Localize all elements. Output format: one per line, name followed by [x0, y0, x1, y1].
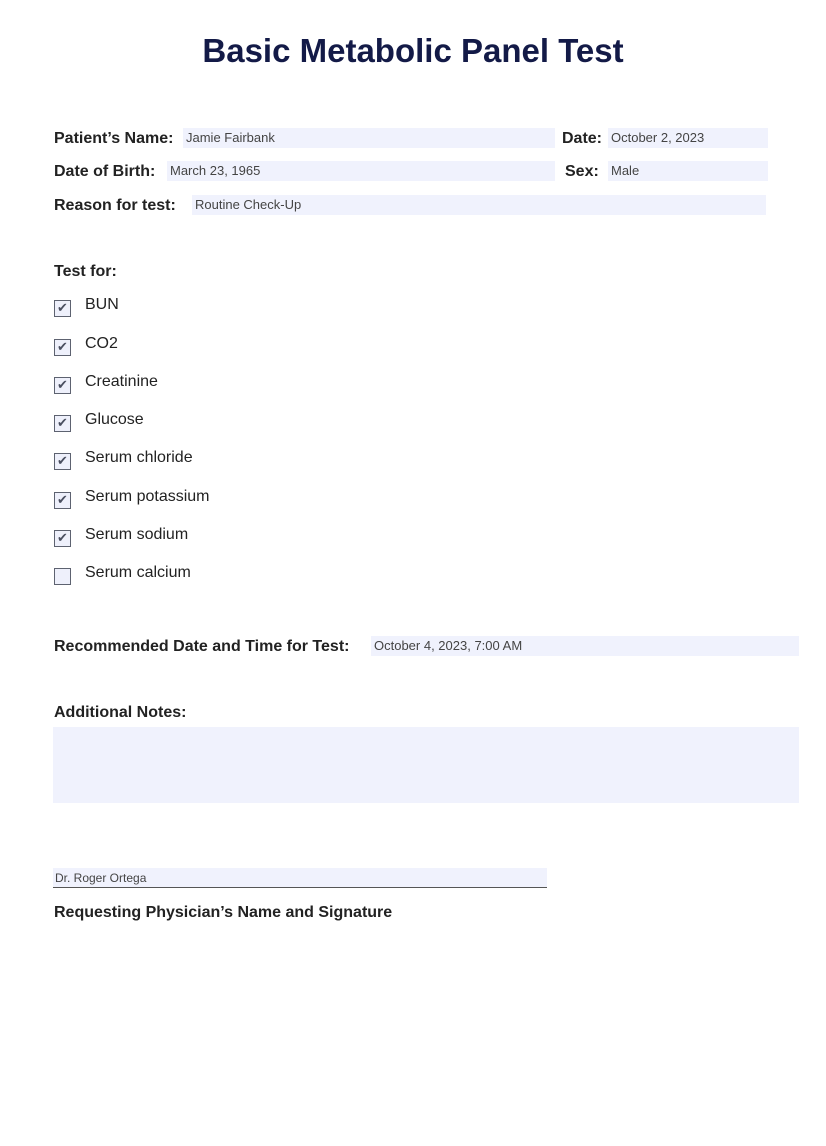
- checkbox-unchecked[interactable]: [54, 568, 71, 585]
- checkmark-icon: ✔: [57, 300, 68, 315]
- tests-label: Test for:: [54, 263, 117, 280]
- checkbox-checked[interactable]: [54, 530, 71, 547]
- test-item-label: BUN: [85, 296, 119, 313]
- reason-field[interactable]: Routine Check-Up: [192, 195, 766, 215]
- notes-field[interactable]: [53, 727, 799, 803]
- date-field[interactable]: October 2, 2023: [608, 128, 768, 148]
- checkmark-icon: ✔: [57, 377, 68, 392]
- checkbox-checked[interactable]: [54, 300, 71, 317]
- notes-label: Additional Notes:: [54, 704, 187, 721]
- checkbox-checked[interactable]: [54, 453, 71, 470]
- sex-label: Sex:: [565, 163, 599, 180]
- checkbox-checked[interactable]: [54, 492, 71, 509]
- test-item-label: Glucose: [85, 411, 144, 428]
- patient-name-field[interactable]: Jamie Fairbank: [183, 128, 555, 148]
- checkmark-icon: ✔: [57, 339, 68, 354]
- test-item-label: Serum potassium: [85, 488, 210, 505]
- test-item-label: Serum chloride: [85, 449, 193, 466]
- physician-signature-field[interactable]: Dr. Roger Ortega: [53, 868, 547, 888]
- recommended-field[interactable]: October 4, 2023, 7:00 AM: [371, 636, 799, 656]
- checkmark-icon: ✔: [57, 415, 68, 430]
- physician-label: Requesting Physician’s Name and Signature: [54, 904, 393, 921]
- checkbox-checked[interactable]: [54, 339, 71, 356]
- dob-label: Date of Birth:: [54, 163, 156, 180]
- checkbox-checked[interactable]: [54, 415, 71, 432]
- date-label: Date:: [562, 130, 603, 147]
- patient-name-label: Patient’s Name:: [54, 130, 174, 147]
- test-item-label: CO2: [85, 335, 118, 352]
- checkmark-icon: ✔: [57, 453, 68, 468]
- checkbox-checked[interactable]: [54, 377, 71, 394]
- test-item-label: Serum calcium: [85, 564, 191, 581]
- checkmark-icon: ✔: [57, 530, 68, 545]
- sex-field[interactable]: Male: [608, 161, 768, 181]
- page-title: Basic Metabolic Panel Test: [202, 32, 624, 69]
- recommended-label: Recommended Date and Time for Test:: [54, 638, 350, 655]
- dob-field[interactable]: March 23, 1965: [167, 161, 555, 181]
- test-item-label: Serum sodium: [85, 526, 189, 543]
- reason-label: Reason for test:: [54, 197, 176, 214]
- test-item-label: Creatinine: [85, 373, 158, 390]
- checkmark-icon: ✔: [57, 492, 68, 507]
